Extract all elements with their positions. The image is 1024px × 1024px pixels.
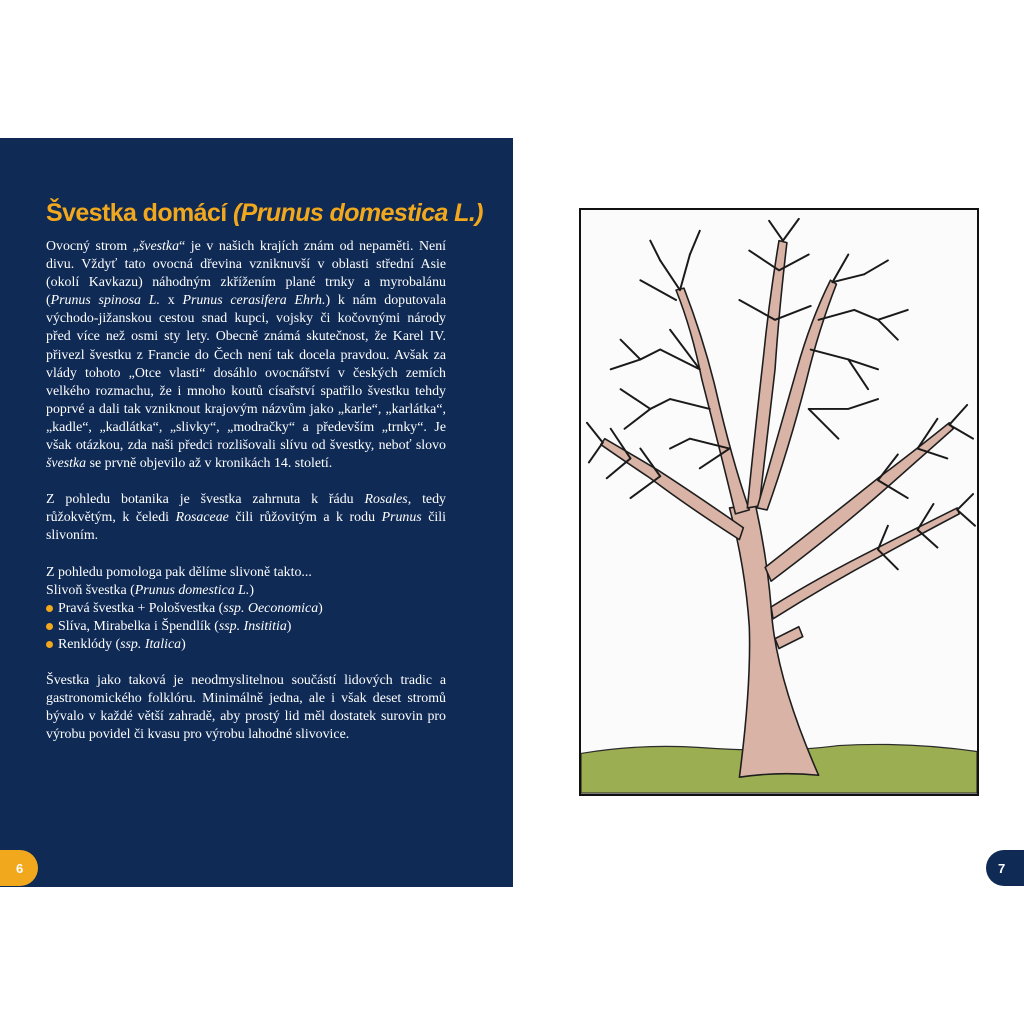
- plum-tree-drawing: [581, 210, 977, 794]
- list-item: [46, 618, 446, 636]
- text-run: čili slivoním.: [46, 510, 447, 544]
- text-run: Z pohledu botanika je švestka zahrnuta k řádu: [46, 492, 365, 508]
- text-run: ): [318, 600, 323, 616]
- text-run: Slíva, Mirabelka i Špendlík (: [58, 618, 219, 634]
- pomology-intro: Z pohledu pomologa pak dělíme slivoně takto...: [46, 564, 312, 580]
- list-item: [46, 636, 446, 654]
- paragraph-botany: [46, 491, 446, 545]
- text-run: , tedy růžokvětým, k čeledi: [46, 492, 446, 526]
- tree-trunk-and-limbs: [601, 241, 959, 778]
- bullet-icon: [46, 605, 53, 612]
- slivon-line: [46, 582, 446, 600]
- article-body: [46, 238, 446, 744]
- text-run-italic: švestka: [138, 239, 180, 254]
- title-main: Švestka domácí: [46, 199, 227, 227]
- text-run: Slivoň švestka (: [46, 582, 135, 598]
- subspecies-list: [46, 600, 446, 654]
- text-run-italic: Rosaceae: [175, 510, 229, 526]
- text-run: ): [181, 636, 186, 652]
- text-run-italic: švestka: [46, 456, 87, 472]
- page-title: [46, 199, 483, 228]
- bullet-icon: [46, 623, 53, 630]
- paragraph-tradition: Švestka jako taková je neodmyslitelnou součástí lidových tradic a gastronomického folklóru. Minimálně jedna, ale i však deset stromů bývalo v každé větší zahradě, aby prostý lid měl dostatek surovin pro výrobu povidel či kvasu pro výrobu lahodné slivovice.: [46, 672, 446, 743]
- text-run: x: [159, 293, 183, 309]
- text-run: ) k nám doputovala východo-jižanskou cestou snad kupci, vojsky či kočovnými národy před více než osmi sty lety. Obecně známá skutečnost, že Karel IV. přivezl švestku z Francie do Čech není tak docela pravdou. Avšak za vlády tohoto „Otce vlasti“ dosáhlo ovocnářství v českých zemích velkého rozmachu, že i mnoho koutů císařství spatřilo švestku tehdy poprvé a dali tak vzniknout krajovým názvům jako „karle“, „karlátka“, „kadle“, „kadlátka“, „slivky“, „modračky“ a především „trnky“. Je však otázkou, zda naši předci rozlišovali slívu od švestky, neboť slovo: [46, 293, 446, 454]
- text-run: ): [249, 582, 254, 598]
- text-run: “ je v našich krajích znám od nepaměti. Není divu. Vždyť tato ovocná dřevina vzniknuvší v oblasti střední Asie (okolí Kavkazu) náhodným zkřížením plané trnky a myrobalánu (: [46, 239, 447, 309]
- page-number-right: 7: [986, 850, 1024, 886]
- text-run: se prvně objevilo až v kronikách 14. století.: [86, 456, 333, 472]
- text-run-italic: Prunus spinosa L.: [50, 293, 160, 309]
- tree-illustration: [579, 208, 979, 796]
- bullet-icon: [46, 641, 53, 648]
- text-run-italic: Prunus domestica L.: [134, 582, 250, 598]
- text-run: Pravá švestka + Pološvestka (: [58, 600, 224, 616]
- title-latin: (Prunus domestica L.): [232, 199, 483, 227]
- text-run-italic: Prunus cerasifera Ehrh.: [182, 293, 326, 309]
- text-run: čili růžovitým a k rodu: [228, 510, 382, 526]
- text-run-italic: Prunus: [381, 510, 422, 526]
- text-run: Ovocný strom „: [46, 239, 139, 254]
- paragraph-history: [46, 238, 446, 473]
- list-item: [46, 600, 446, 618]
- paragraph-pomology: [46, 564, 446, 654]
- text-run-italic: ssp. Italica: [120, 636, 182, 652]
- text-run: Renklódy (: [58, 636, 121, 652]
- text-run-italic: ssp. Oeconomica: [223, 600, 319, 616]
- text-run: ): [286, 618, 292, 634]
- text-run-italic: ssp. Insititia: [218, 618, 287, 634]
- text-run-italic: Rosales: [364, 492, 408, 508]
- page-number-left: 6: [0, 850, 38, 886]
